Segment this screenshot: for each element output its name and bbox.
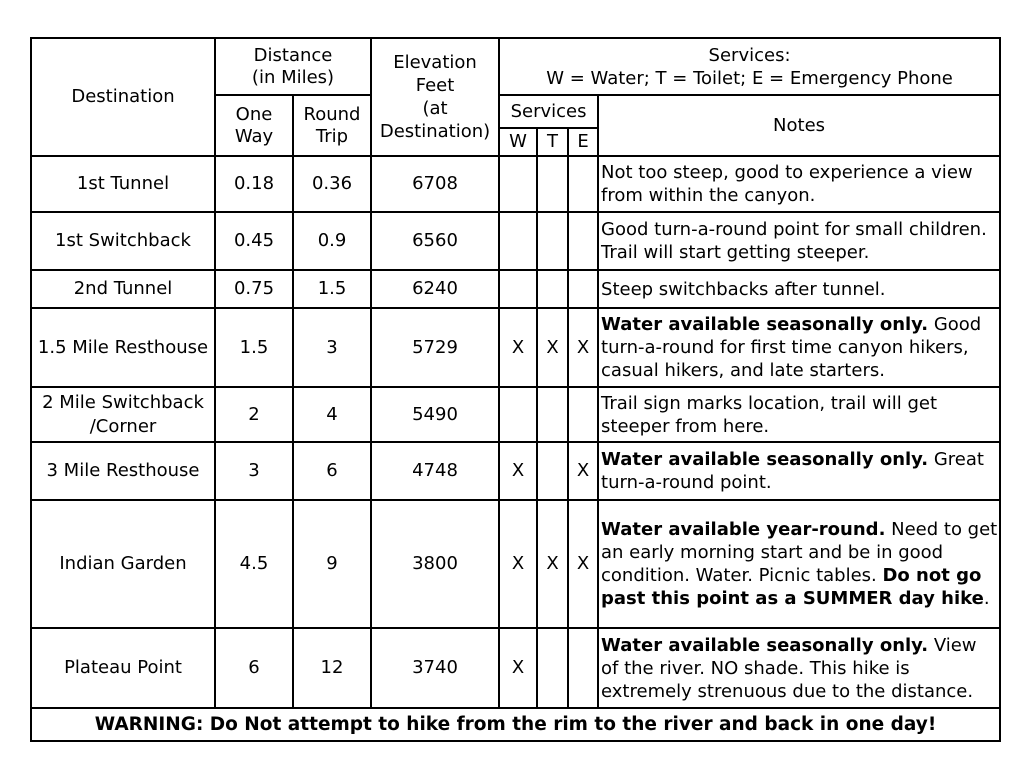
trail-table bbox=[30, 37, 1001, 742]
destination-cell: 1st Switchback bbox=[31, 212, 215, 270]
notes-cell bbox=[598, 156, 1000, 212]
note-text: Good turn-a-round point for small children. Trail will start getting steeper. bbox=[601, 219, 987, 263]
round-trip-cell: 1.5 bbox=[293, 270, 371, 308]
header-round-trip: Round Trip bbox=[293, 95, 371, 156]
table-row bbox=[31, 628, 1000, 708]
elevation-cell: 6240 bbox=[371, 270, 499, 308]
elevation-cell: 6708 bbox=[371, 156, 499, 212]
elevation-cell: 5490 bbox=[371, 387, 499, 442]
header-services-legend: Services: W = Water; T = Toilet; E = Emergency Phone bbox=[499, 38, 1000, 95]
destination-cell: 2 Mile Switchback /Corner bbox=[31, 387, 215, 442]
emergency-phone-cell bbox=[568, 156, 598, 212]
round-trip-cell: 0.36 bbox=[293, 156, 371, 212]
toilet-cell: X bbox=[537, 500, 568, 628]
note-text: . bbox=[983, 588, 990, 609]
notes-cell bbox=[598, 628, 1000, 708]
note-bold-text: Water available seasonally only. bbox=[601, 449, 929, 470]
warning-banner: WARNING: Do Not attempt to hike from the rim to the river and back in one day! bbox=[31, 708, 1000, 741]
one-way-cell: 1.5 bbox=[215, 308, 293, 387]
destination-cell: 3 Mile Resthouse bbox=[31, 442, 215, 500]
destination-cell: 1st Tunnel bbox=[31, 156, 215, 212]
note-text: Need to get an early morning start and be in good condition. Water. Picnic tables. bbox=[601, 519, 998, 586]
destination-cell: 1.5 Mile Resthouse bbox=[31, 308, 215, 387]
table-row bbox=[31, 212, 1000, 270]
toilet-cell bbox=[537, 156, 568, 212]
header-t: T bbox=[537, 128, 568, 156]
note-bold-text: Water available year-round. bbox=[601, 519, 886, 540]
note-text: View of the river. NO shade. This hike is extremely strenuous due to the distance. bbox=[601, 634, 977, 702]
table-row bbox=[31, 442, 1000, 500]
destination-cell: 2nd Tunnel bbox=[31, 270, 215, 308]
water-cell bbox=[499, 387, 537, 442]
emergency-phone-cell bbox=[568, 628, 598, 708]
elevation-cell: 3800 bbox=[371, 500, 499, 628]
toilet-cell bbox=[537, 628, 568, 708]
header-notes: Notes bbox=[598, 95, 1000, 156]
one-way-cell: 0.45 bbox=[215, 212, 293, 270]
emergency-phone-cell: X bbox=[568, 500, 598, 628]
one-way-cell: 0.18 bbox=[215, 156, 293, 212]
round-trip-cell: 3 bbox=[293, 308, 371, 387]
note-bold-text: Do not go past this point as a SUMMER day hike bbox=[601, 565, 984, 609]
emergency-phone-cell: X bbox=[568, 308, 598, 387]
water-cell: X bbox=[499, 308, 537, 387]
header-e: E bbox=[568, 128, 598, 156]
water-cell: X bbox=[499, 500, 537, 628]
emergency-phone-cell: X bbox=[568, 442, 598, 500]
header-services: Services bbox=[499, 95, 598, 128]
note-bold-text: Water available seasonally only. bbox=[601, 634, 929, 656]
water-cell: X bbox=[499, 628, 537, 708]
emergency-phone-cell bbox=[568, 270, 598, 308]
emergency-phone-cell bbox=[568, 212, 598, 270]
header-w: W bbox=[499, 128, 537, 156]
water-cell bbox=[499, 212, 537, 270]
table-row bbox=[31, 308, 1000, 387]
round-trip-cell: 12 bbox=[293, 628, 371, 708]
table-row bbox=[31, 270, 1000, 308]
water-cell bbox=[499, 270, 537, 308]
toilet-cell bbox=[537, 387, 568, 442]
elevation-cell: 3740 bbox=[371, 628, 499, 708]
toilet-cell bbox=[537, 442, 568, 500]
toilet-cell bbox=[537, 270, 568, 308]
one-way-cell: 2 bbox=[215, 387, 293, 442]
table-row bbox=[31, 387, 1000, 442]
emergency-phone-cell bbox=[568, 387, 598, 442]
one-way-cell: 6 bbox=[215, 628, 293, 708]
header-one-way: One Way bbox=[215, 95, 293, 156]
toilet-cell bbox=[537, 212, 568, 270]
note-text: Great turn-a-round point. bbox=[601, 449, 984, 493]
one-way-cell: 0.75 bbox=[215, 270, 293, 308]
round-trip-cell: 6 bbox=[293, 442, 371, 500]
notes-cell bbox=[598, 270, 1000, 308]
note-text: Good turn-a-round for first time canyon hikers, casual hikers, and late starters. bbox=[601, 314, 982, 381]
water-cell: X bbox=[499, 442, 537, 500]
notes-cell bbox=[598, 500, 1000, 628]
note-bold-text: Water available seasonally only. bbox=[601, 314, 929, 335]
water-cell bbox=[499, 156, 537, 212]
notes-cell bbox=[598, 308, 1000, 387]
notes-cell bbox=[598, 212, 1000, 270]
notes-cell bbox=[598, 442, 1000, 500]
header-elevation: Elevation Feet (at Destination) bbox=[371, 38, 499, 156]
notes-cell bbox=[598, 387, 1000, 442]
one-way-cell: 3 bbox=[215, 442, 293, 500]
round-trip-cell: 9 bbox=[293, 500, 371, 628]
elevation-cell: 6560 bbox=[371, 212, 499, 270]
table-row bbox=[31, 156, 1000, 212]
round-trip-cell: 0.9 bbox=[293, 212, 371, 270]
round-trip-cell: 4 bbox=[293, 387, 371, 442]
destination-cell: Indian Garden bbox=[31, 500, 215, 628]
table-row bbox=[31, 500, 1000, 628]
note-text: Trail sign marks location, trail will get steeper from here. bbox=[601, 392, 938, 437]
header-distance: Distance (in Miles) bbox=[215, 38, 371, 95]
one-way-cell: 4.5 bbox=[215, 500, 293, 628]
elevation-cell: 5729 bbox=[371, 308, 499, 387]
header-destination: Destination bbox=[31, 38, 215, 156]
note-text: Not too steep, good to experience a view from within the canyon. bbox=[601, 162, 973, 206]
elevation-cell: 4748 bbox=[371, 442, 499, 500]
note-text: Steep switchbacks after tunnel. bbox=[601, 278, 886, 300]
toilet-cell: X bbox=[537, 308, 568, 387]
destination-cell: Plateau Point bbox=[31, 628, 215, 708]
